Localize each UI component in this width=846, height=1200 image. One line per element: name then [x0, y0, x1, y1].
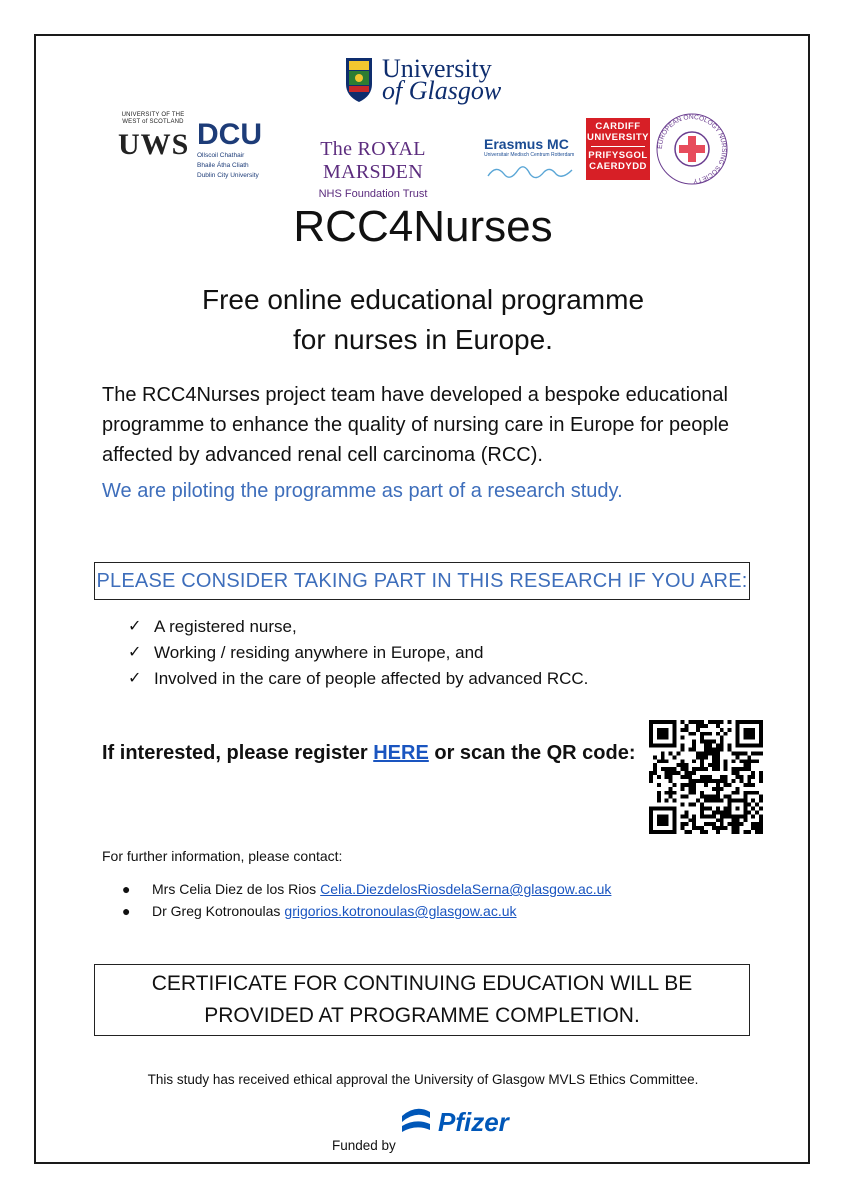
bullet-icon: ●	[122, 903, 131, 919]
royal-marsden-logo	[278, 138, 468, 200]
certificate-notice-box	[94, 964, 750, 1036]
certificate-line2: PROVIDED AT PROGRAMME COMPLETION.	[204, 1004, 640, 1027]
criterion-text: Involved in the care of people affected by advanced RCC.	[154, 669, 589, 688]
erasmus-subtitle: Universitair Medisch Centrum Rotterdam	[484, 152, 575, 158]
cardiff-line2: UNIVERSITY	[586, 132, 649, 143]
cardiff-line3: PRIFYSGOL	[588, 150, 648, 161]
certificate-line1: CERTIFICATE FOR CONTINUING EDUCATION WILL BE	[151, 972, 693, 995]
subtitle-line2: for nurses in Europe.	[293, 324, 553, 355]
dcu-line3: Dublin City University	[197, 172, 259, 179]
royal-marsden-name: The ROYAL MARSDEN	[320, 138, 426, 183]
pilot-statement: We are piloting the programme as part of a research study.	[102, 480, 623, 502]
list-item	[122, 900, 611, 922]
contact-name: Dr Greg Kotronoulas	[152, 903, 281, 919]
pfizer-swirl-icon	[398, 1102, 434, 1142]
list-item	[122, 878, 611, 900]
glasgow-crest-icon	[344, 56, 374, 104]
funded-by-label: Funded by	[332, 1138, 396, 1153]
eligibility-list	[128, 614, 588, 692]
register-line	[102, 742, 636, 765]
eons-logo	[655, 112, 729, 186]
university-of-glasgow-logo	[344, 54, 501, 106]
eligibility-heading-box: PLEASE CONSIDER TAKING PART IN THIS RESEARCH IF YOU ARE:	[94, 562, 750, 600]
contact-email-link[interactable]: grigorios.kotronoulas@glasgow.ac.uk	[284, 903, 517, 919]
erasmus-mc-logo	[484, 136, 578, 184]
eons-ring-text: EUROPEAN ONCOLOGY NURSING SOCIETY	[656, 113, 728, 185]
page-subtitle	[0, 280, 846, 360]
uws-logo	[118, 112, 188, 172]
list-item	[128, 640, 588, 666]
qr-code-icon[interactable]	[649, 720, 763, 834]
contact-heading: For further information, please contact:	[102, 848, 343, 864]
dcu-line2: Bhaile Átha Cliath	[197, 162, 249, 169]
contact-email-link[interactable]: Celia.DiezdelosRiosdelaSerna@glasgow.ac.uk	[320, 881, 612, 897]
pfizer-logo	[398, 1102, 509, 1142]
intro-paragraph: The RCC4Nurses project team have developed a bespoke educational programme to enhance the quality of nursing care in Europe for people affected by advanced renal cell carcinoma (RCC).	[102, 384, 730, 466]
contact-list	[122, 878, 611, 922]
checkmark-icon: ✓	[128, 644, 142, 661]
uws-small-text: UNIVERSITY OF THE WEST of SCOTLAND	[121, 112, 185, 125]
criterion-text: A registered nurse,	[154, 617, 297, 636]
royal-marsden-trust: NHS Foundation Trust	[318, 188, 428, 200]
subtitle-line1: Free online educational programme	[201, 284, 645, 315]
contact-name: Mrs Celia Diez de los Rios	[152, 881, 317, 897]
erasmus-name: Erasmus MC	[484, 136, 569, 152]
list-item	[128, 614, 588, 640]
ethics-statement: This study has received ethical approval the University of Glasgow MVLS Ethics Committee.	[147, 1072, 699, 1087]
list-item	[128, 666, 588, 692]
bullet-icon: ●	[122, 881, 131, 897]
register-here-link[interactable]: HERE	[373, 742, 429, 764]
pfizer-wordmark: Pfizer	[438, 1106, 509, 1137]
register-text-before: If interested, please register	[102, 742, 374, 764]
page-title: RCC4Nurses	[293, 202, 553, 251]
dcu-logo	[197, 120, 277, 180]
checkmark-icon: ✓	[128, 670, 142, 687]
dcu-big-text: DCU	[197, 118, 262, 151]
cardiff-university-logo	[586, 118, 650, 180]
university-name-line2: of Glasgow	[382, 76, 502, 105]
cardiff-divider	[591, 146, 645, 147]
cardiff-line4: CAERDYDD	[589, 161, 647, 172]
university-name-line1: University	[382, 54, 492, 83]
checkmark-icon: ✓	[128, 618, 142, 635]
criterion-text: Working / residing anywhere in Europe, and	[154, 643, 484, 662]
dcu-line1: Ollscoil Chathair	[197, 152, 245, 159]
register-text-after: or scan the QR code:	[428, 742, 636, 764]
cardiff-line1: CARDIFF	[595, 121, 641, 132]
erasmus-signature-icon	[484, 160, 576, 184]
uws-big-text: UWS	[118, 128, 190, 161]
